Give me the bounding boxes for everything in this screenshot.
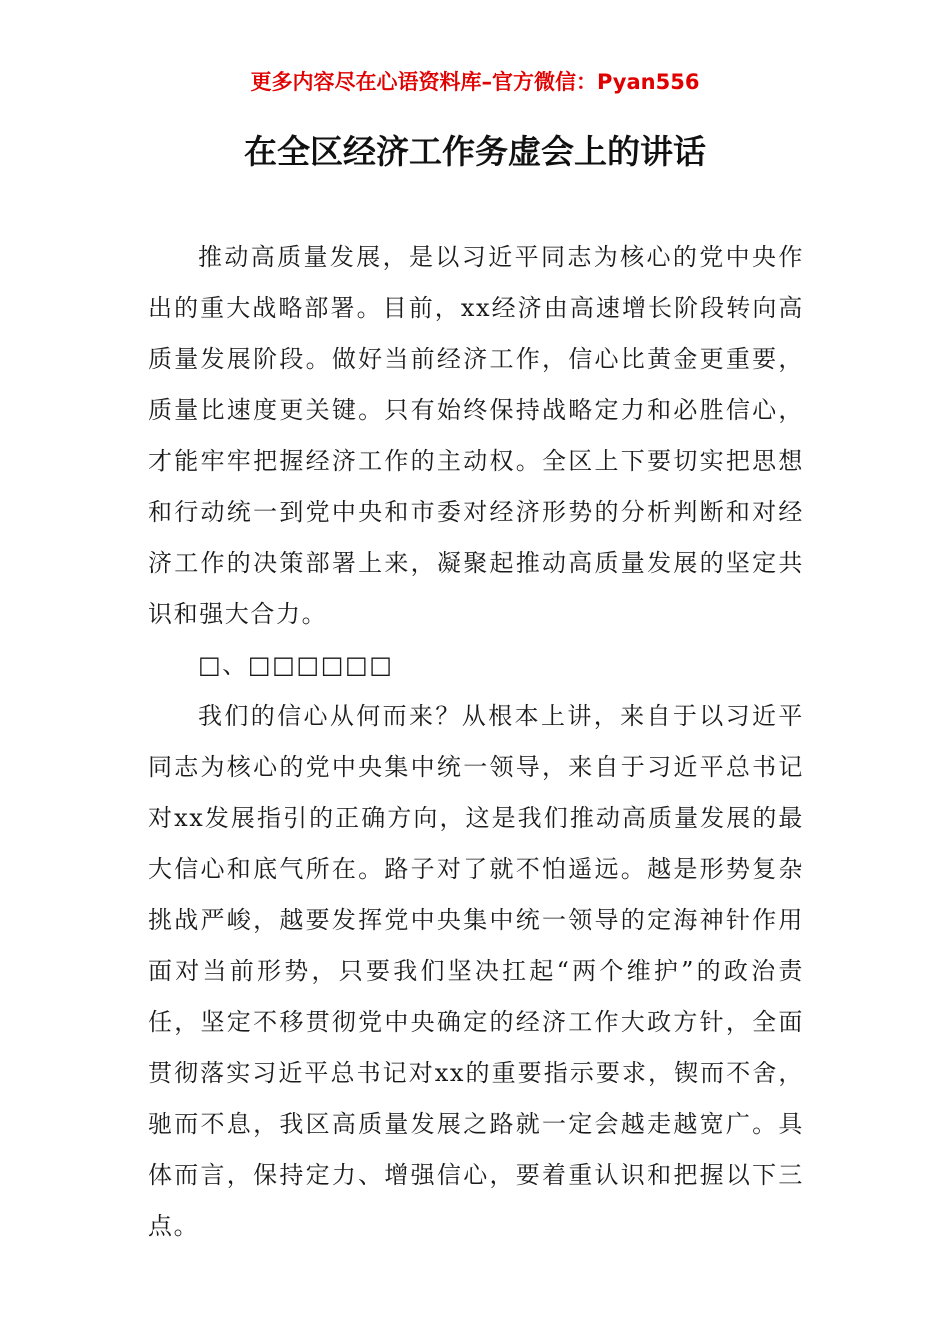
document-title: 在全区经济工作务虚会上的讲话 (244, 132, 706, 171)
header-banner: 更多内容尽在心语资料库–官方微信：Pyan556 (250, 70, 700, 94)
section-heading: □、□□□□□□ (198, 651, 394, 679)
document-body (148, 232, 804, 1252)
section-paragraph: 我们的信心从何而来？从根本上讲，来自于以习近平同志为核心的党中央集中统一领导，来自于习近平总书记对xx发展指引的正确方向，这是我们推动高质量发展的最大信心和底气所在。路子对了就不怕遥远。越是形势复杂挑战严峻，越要发挥党中央集中统一领导的定海神针作用面对当前形势，只要我们坚决扛起“两个维护”的政治责任，坚定不移贯彻党中央确定的经济工作大政方针，全面贯彻落实习近平总书记对xx的重要指示要求，锲而不舍，驰而不息，我区高质量发展之路就一定会越走越宽广。具体而言，保持定力、增强信心，要着重认识和把握以下三点。 (148, 702, 804, 1240)
intro-paragraph: 推动高质量发展，是以习近平同志为核心的党中央作出的重大战略部署。目前，xx经济由高速增长阶段转向高质量发展阶段。做好当前经济工作，信心比黄金更重要，质量比速度更关键。只有始终保持战略定力和必胜信心，才能牢牢把握经济工作的主动权。全区上下要切实把思想和行动统一到党中央和市委对经济形势的分析判断和对经济工作的决策部署上来，凝聚起推动高质量发展的坚定共识和强大合力。 (148, 243, 804, 628)
